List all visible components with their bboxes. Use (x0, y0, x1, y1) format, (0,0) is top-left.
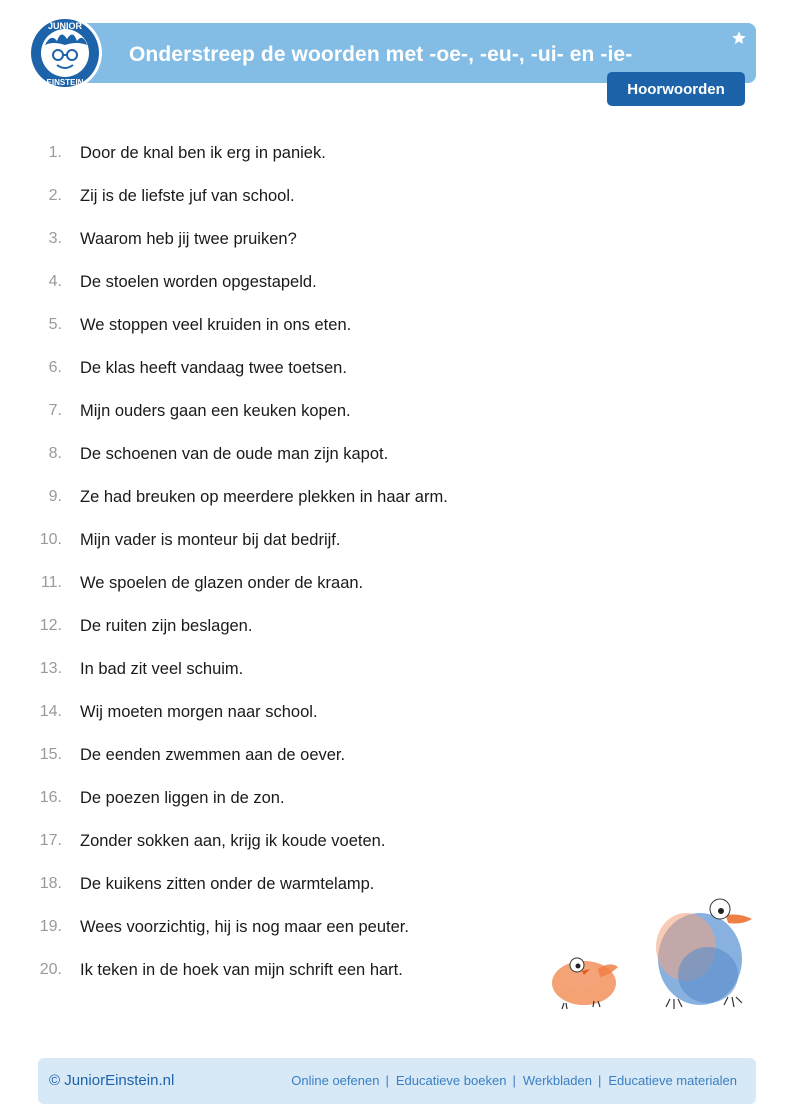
birds-illustration (540, 885, 760, 1013)
footer-separator: | (385, 1073, 389, 1088)
exercise-sentence: We stoppen veel kruiden in ons eten. (80, 316, 352, 334)
exercise-sentence: De schoenen van de oude man zijn kapot. (80, 445, 389, 463)
exercise-sentence: De eenden zwemmen aan de oever. (80, 746, 346, 764)
exercise-item (0, 690, 540, 733)
footer-separator: | (512, 1073, 516, 1088)
svg-text:EINSTEIN: EINSTEIN (46, 78, 84, 87)
exercise-item (0, 948, 540, 991)
exercise-item (0, 260, 540, 303)
exercise-number: 17. (39, 832, 62, 849)
exercise-sentence: De klas heeft vandaag twee toetsen. (80, 359, 347, 377)
exercise-number: 19. (39, 918, 62, 935)
exercise-item (0, 733, 540, 776)
exercise-item (0, 131, 540, 174)
exercise-sentence: De ruiten zijn beslagen. (80, 617, 253, 635)
exercise-number: 8. (48, 445, 62, 462)
exercise-sentence: Door de knal ben ik erg in paniek. (80, 144, 326, 162)
exercise-number: 3. (48, 230, 62, 247)
exercise-sentence: Wij moeten morgen naar school. (80, 703, 318, 721)
star-icon[interactable] (731, 30, 747, 46)
footer-links (291, 1072, 737, 1090)
exercise-sentence: Mijn vader is monteur bij dat bedrijf. (80, 531, 341, 549)
exercise-item (0, 862, 540, 905)
exercise-number: 12. (39, 617, 62, 634)
exercise-number: 13. (39, 660, 62, 677)
exercise-sentence: Wees voorzichtig, hij is nog maar een peuter. (80, 918, 409, 936)
exercise-sentence: De kuikens zitten onder de warmtelamp. (80, 875, 375, 893)
exercise-sentence: We spoelen de glazen onder de kraan. (80, 574, 364, 592)
exercise-sentence: Ik teken in de hoek van mijn schrift een hart. (80, 961, 403, 979)
exercise-item (0, 647, 540, 690)
exercise-sentence: In bad zit veel schuim. (80, 660, 244, 678)
exercise-item (0, 905, 540, 948)
exercise-item (0, 604, 540, 647)
exercise-item (0, 389, 540, 432)
exercise-number: 2. (48, 187, 62, 204)
exercise-sentence: Zij is de liefste juf van school. (80, 187, 295, 205)
exercise-number: 6. (48, 359, 62, 376)
footer (38, 1058, 756, 1104)
exercise-number: 5. (48, 316, 62, 333)
worksheet-title: Onderstreep de woorden met -oe-, -eu-, -ui- en -ie- (129, 43, 633, 66)
footer-link-educatieve-boeken[interactable]: Educatieve boeken (395, 1073, 507, 1088)
exercise-item (0, 217, 540, 260)
exercise-number: 9. (48, 488, 62, 505)
exercise-number: 1. (48, 144, 62, 161)
exercise-sentence: Zonder sokken aan, krijg ik koude voeten. (80, 832, 386, 850)
exercise-number: 4. (48, 273, 62, 290)
exercise-item (0, 561, 540, 604)
exercise-item (0, 776, 540, 819)
footer-separator: | (597, 1073, 602, 1088)
copyright-link[interactable]: © JuniorEinstein.nl (49, 1072, 175, 1089)
footer-link-werkbladen[interactable]: Werkbladen (522, 1073, 592, 1088)
footer-link-educatieve-materialen[interactable]: Educatieve materialen (608, 1073, 737, 1088)
exercise-number: 16. (39, 789, 62, 806)
svg-text:JUNIOR: JUNIOR (47, 21, 83, 31)
exercise-item (0, 174, 540, 217)
exercise-sentence: Ze had breuken op meerdere plekken in haar arm. (80, 488, 448, 506)
exercise-list (0, 131, 540, 991)
exercise-item (0, 518, 540, 561)
exercise-item (0, 819, 540, 862)
exercise-sentence: De poezen liggen in de zon. (80, 789, 285, 807)
exercise-item (0, 432, 540, 475)
exercise-number: 15. (39, 746, 62, 763)
exercise-item (0, 475, 540, 518)
category-tag-button[interactable]: Hoorwoorden (607, 72, 745, 106)
exercise-sentence: Mijn ouders gaan een keuken kopen. (80, 402, 351, 420)
exercise-number: 14. (39, 703, 62, 720)
exercise-sentence: Waarom heb jij twee pruiken? (80, 230, 297, 248)
exercise-number: 11. (40, 574, 62, 591)
exercise-number: 7. (48, 402, 62, 419)
junior-einstein-logo[interactable] (27, 15, 103, 91)
exercise-number: 18. (39, 875, 62, 892)
exercise-item (0, 346, 540, 389)
footer-link-online-oefenen[interactable]: Online oefenen (291, 1073, 380, 1088)
exercise-number: 20. (39, 961, 62, 978)
exercise-number: 10. (39, 531, 62, 548)
exercise-sentence: De stoelen worden opgestapeld. (80, 273, 317, 291)
exercise-item (0, 303, 540, 346)
